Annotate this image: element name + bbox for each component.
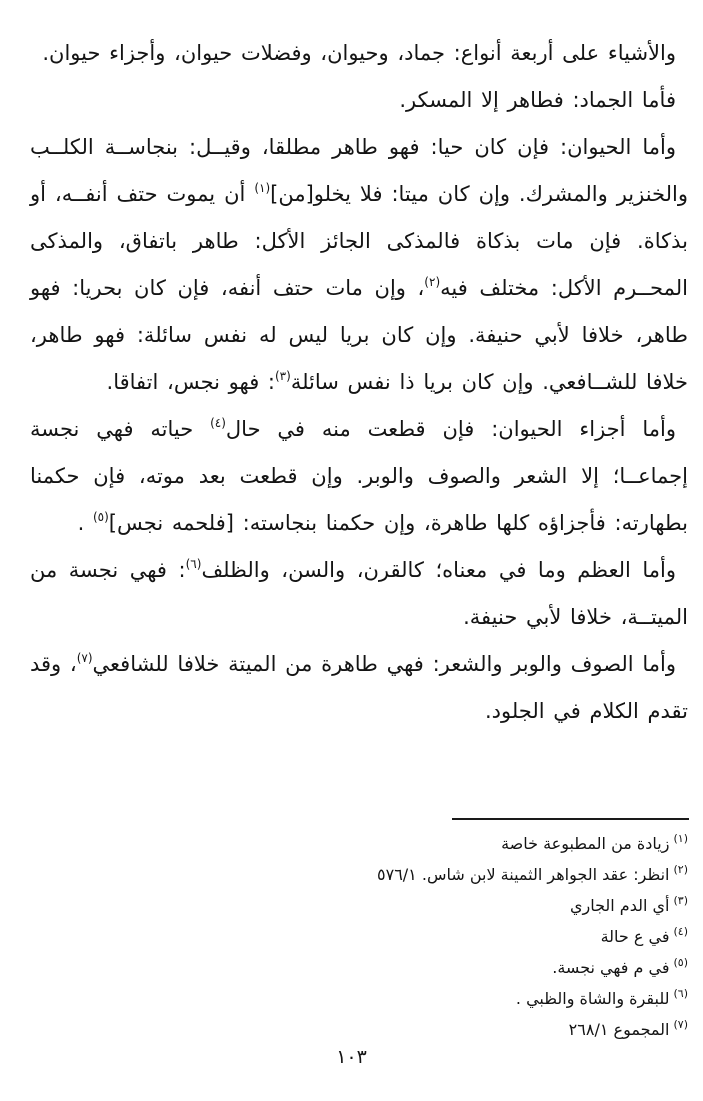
footnote-marker: (٧) [673, 1018, 688, 1031]
footnote-marker: (٥) [92, 510, 109, 524]
footnote: $^{(٦)}$للبقرة والشاة والظبي . [515, 987, 688, 1008]
footnote: $^{(٥)}$في م فهي نجسة. [552, 956, 688, 977]
footnote: $^{(١)}$زيادة من المطبوعة خاصة [501, 832, 688, 853]
footnote-marker: (٢) [673, 863, 688, 876]
footnote-marker: (١) [254, 181, 271, 195]
footnote-marker: (٤) [673, 925, 688, 938]
body-text [30, 30, 688, 735]
footnote: $^{(٣)}$أي الدم الجاري [569, 894, 688, 915]
footnote: $^{(٢)}$انظر: عقد الجواهر الثمينة لابن شاس. ٥٧٦/١ [377, 863, 688, 884]
footnotes-separator [452, 818, 689, 820]
footnote: $^{(٤)}$في ع حالة [600, 925, 688, 946]
footnotes-list [30, 828, 688, 1045]
page-number: ١٠٣ [336, 1046, 367, 1068]
paragraph: وأما الحيوان: فإن كان حيا: فهو طاهر مطلقا، وقيــل: بنجاســة الكلــب والخنزير والمشرك. وإن كان ميتا: فلا يخلو[من]$^{(١)}$ أن يموت حتف أنفــه، أو بذكاة. فإن مات بذكاة فالمذكى الجائز الأكل: طاهر باتفاق، والمذكى المحــرم الأكل: مختلف فيه$^{(٢)}$، وإن مات حتف أنفه، فإن كان بحريا: فهو طاهر، خلافا لأبي حنيفة. وإن كان بريا ليس له نفس سائلة: فهو طاهر، خلافا للشــافعي. وإن كان بريا ذا نفس سائلة$^{(٣)}$: فهو نجس، اتفاقا. [30, 135, 688, 394]
paragraph: وأما أجزاء الحيوان: فإن قطعت منه في حال$^{(٤)}$ حياته فهي نجسة إجماعــا؛ إلا الشعر والصوف والوبر. وإن قطعت بعد موته، فإن حكمنا بطهارته: فأجزاؤه كلها طاهرة، وإن حكمنا بنجاسته: [فلحمه نجس]$^{(٥)}$ . [30, 416, 688, 535]
paragraph: وأما العظم وما في معناه؛ كالقرن، والسن، والظلف$^{(٦)}$: فهي نجسة من الميتــة، خلافا لأبي حنيفة. [30, 557, 688, 629]
footnote-marker: (٣) [673, 894, 688, 907]
footnote-marker: (٦) [673, 987, 688, 1000]
footnote-marker: (٢) [424, 275, 441, 289]
footnote-marker: (٧) [76, 651, 93, 665]
footnote: $^{(٧)}$المجموع ٢٦٨/١ [568, 1018, 688, 1039]
footnote-marker: (٦) [185, 557, 202, 571]
paragraph: والأشياء على أربعة أنواع: جماد، وحيوان، وفضلات حيوان، وأجزاء حيوان. [42, 41, 676, 65]
paragraph: وأما الصوف والوبر والشعر: فهي طاهرة من الميتة خلافا للشافعي$^{(٧)}$، وقد تقدم الكلام في الجلود. [30, 651, 688, 723]
footnote-marker: (٣) [274, 369, 291, 383]
footnote-marker: (٤) [210, 416, 226, 430]
footnote-marker: (٥) [673, 956, 688, 969]
footnote-marker: (١) [673, 832, 688, 845]
paragraph: فأما الجماد: فطاهر إلا المسكر. [399, 88, 676, 112]
